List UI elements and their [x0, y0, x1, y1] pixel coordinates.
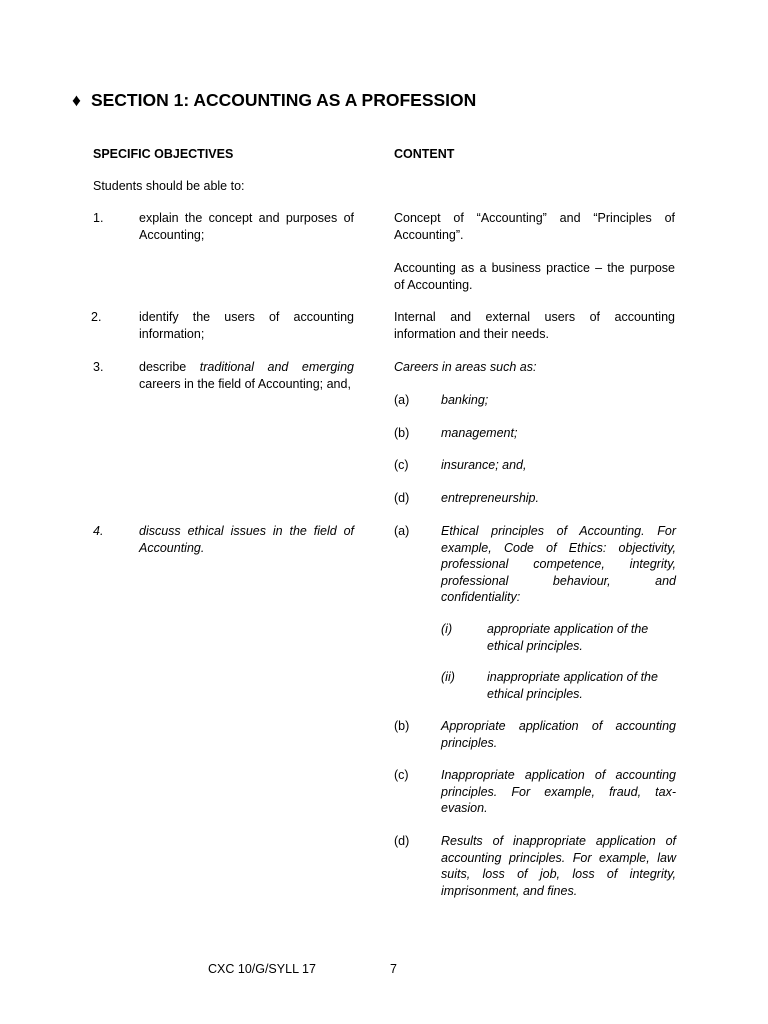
list-label: (b)	[394, 719, 410, 733]
objectives-header: SPECIFIC OBJECTIVES	[93, 147, 234, 161]
objective-number: 1.	[93, 211, 104, 225]
list-item: insurance; and,	[441, 458, 527, 472]
objective-number: 4.	[93, 524, 104, 538]
sublist-item: appropriate application of the ethical principles.	[487, 622, 649, 653]
section-title-text: SECTION 1: ACCOUNTING AS A PROFESSION	[90, 90, 477, 110]
intro-text: Students should be able to:	[93, 179, 245, 193]
sublist-label: (i)	[441, 622, 453, 636]
list-item: entrepreneurship.	[441, 491, 539, 505]
content-paragraph: Internal and external users of accounting information and their needs.	[394, 310, 675, 341]
list-item: Appropriate application of accounting principles.	[441, 719, 676, 750]
list-label: (c)	[394, 768, 409, 782]
list-item: Results of inappropriate application of accounting principles. For example, law suits, loss of job, loss of integrity, imprisonment, and fines.	[441, 834, 676, 898]
objective-text: describe traditional and emerging careers in the field of Accounting; and,	[139, 360, 354, 391]
diamond-bullet-icon: ♦	[72, 90, 81, 110]
page-number: 7	[390, 962, 397, 976]
objective-text: discuss ethical issues in the field of Accounting.	[139, 524, 354, 555]
sublist-item: inappropriate application of the ethical principles.	[487, 670, 658, 701]
sublist-label: (ii)	[441, 670, 455, 684]
list-label: (b)	[394, 426, 410, 440]
list-label: (a)	[394, 393, 410, 407]
list-label: (d)	[394, 491, 410, 505]
objective-text: identify the users of accounting information;	[139, 310, 354, 341]
content-header: CONTENT	[394, 147, 455, 161]
content-paragraph: Accounting as a business practice – the purpose of Accounting.	[394, 261, 675, 292]
objective-number: 2.	[91, 310, 102, 324]
objective-number: 3.	[93, 360, 104, 374]
footer-code: CXC 10/G/SYLL 17	[208, 962, 316, 976]
list-item: management;	[441, 426, 518, 440]
list-label: (a)	[394, 524, 410, 538]
list-item: Ethical principles of Accounting. For example, Code of Ethics: objectivity, professional competence, integrity, professional behaviour, and confidentiality:	[441, 524, 676, 604]
content-paragraph: Careers in areas such as:	[394, 360, 537, 374]
content-paragraph: Concept of “Accounting” and “Principles of Accounting”.	[394, 211, 675, 242]
list-label: (d)	[394, 834, 410, 848]
list-label: (c)	[394, 458, 409, 472]
list-item: Inappropriate application of accounting principles. For example, fraud, tax-evasion.	[441, 768, 676, 815]
objective-text: explain the concept and purposes of Accounting;	[139, 211, 354, 242]
section-title	[72, 88, 476, 112]
list-item: banking;	[441, 393, 489, 407]
